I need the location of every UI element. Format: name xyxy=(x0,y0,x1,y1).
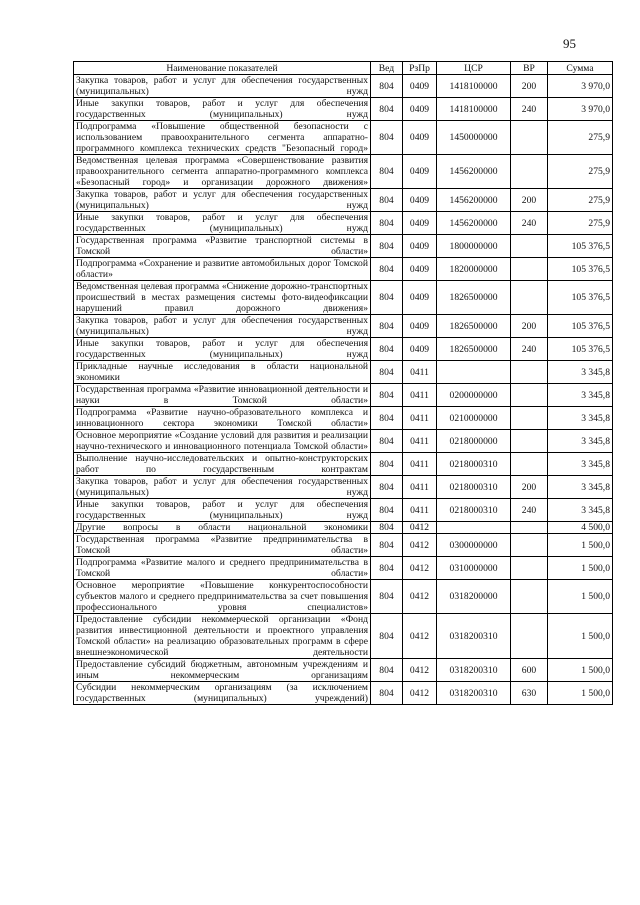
row-rzpr: 0412 xyxy=(403,614,437,659)
table-header-row xyxy=(74,62,613,75)
row-csr: 0318200310 xyxy=(437,682,511,705)
row-ved: 804 xyxy=(371,189,403,212)
row-sum: 3 345,8 xyxy=(548,361,613,384)
row-sum: 4 500,0 xyxy=(548,522,613,534)
table-row xyxy=(74,453,613,476)
row-vr xyxy=(511,361,548,384)
row-name: Другие вопросы в области национальной экономики xyxy=(74,522,371,534)
row-vr xyxy=(511,453,548,476)
row-sum: 1 500,0 xyxy=(548,557,613,580)
row-name: Подпрограмма «Развитие малого и среднего предпринимательства в Томской области» xyxy=(74,557,371,580)
row-csr: 1456200000 xyxy=(437,189,511,212)
row-sum: 1 500,0 xyxy=(548,659,613,682)
row-csr: 1456200000 xyxy=(437,212,511,235)
row-name: Закупка товаров, работ и услуг для обеспечения государственных (муниципальных) нужд xyxy=(74,476,371,499)
row-csr: 0310000000 xyxy=(437,557,511,580)
row-vr: 200 xyxy=(511,189,548,212)
row-vr: 240 xyxy=(511,499,548,522)
table-row xyxy=(74,75,613,98)
row-name: Предоставление субсидий бюджетным, автономным учреждениям и иным некоммерческим организациям xyxy=(74,659,371,682)
row-name: Закупка товаров, работ и услуг для обеспечения государственных (муниципальных) нужд xyxy=(74,315,371,338)
row-ved: 804 xyxy=(371,476,403,499)
table-row xyxy=(74,407,613,430)
row-name: Субсидии некоммерческим организациям (за исключением государственных (муниципальных) учреждений) xyxy=(74,682,371,705)
row-vr xyxy=(511,522,548,534)
row-sum: 3 345,8 xyxy=(548,476,613,499)
row-ved: 804 xyxy=(371,212,403,235)
row-csr: 1418100000 xyxy=(437,75,511,98)
row-name: Иные закупки товаров, работ и услуг для обеспечения государственных (муниципальных) нужд xyxy=(74,338,371,361)
row-vr xyxy=(511,534,548,557)
row-rzpr: 0409 xyxy=(403,338,437,361)
row-name: Предоставление субсидии некоммерческой организации «Фонд развития инвестиционной деятельности и проектного управления Томской области» на реализацию образовательных программ в сфере внешнеэкономической деятельности xyxy=(74,614,371,659)
row-csr xyxy=(437,522,511,534)
row-csr: 0318200000 xyxy=(437,580,511,614)
row-csr xyxy=(437,361,511,384)
row-rzpr: 0409 xyxy=(403,155,437,189)
row-ved: 804 xyxy=(371,580,403,614)
table-row xyxy=(74,315,613,338)
row-vr xyxy=(511,258,548,281)
table-row xyxy=(74,614,613,659)
row-vr: 600 xyxy=(511,659,548,682)
row-ved: 804 xyxy=(371,499,403,522)
row-ved: 804 xyxy=(371,361,403,384)
row-rzpr: 0409 xyxy=(403,258,437,281)
row-rzpr: 0412 xyxy=(403,659,437,682)
row-ved: 804 xyxy=(371,258,403,281)
row-vr: 200 xyxy=(511,315,548,338)
row-rzpr: 0412 xyxy=(403,522,437,534)
row-ved: 804 xyxy=(371,75,403,98)
page-number: 95 xyxy=(563,36,576,51)
row-csr: 0218000000 xyxy=(437,430,511,453)
row-ved: 804 xyxy=(371,659,403,682)
row-sum: 105 376,5 xyxy=(548,338,613,361)
row-vr xyxy=(511,407,548,430)
row-ved: 804 xyxy=(371,557,403,580)
row-sum: 3 345,8 xyxy=(548,430,613,453)
row-name: Иные закупки товаров, работ и услуг для обеспечения государственных (муниципальных) нужд xyxy=(74,499,371,522)
row-rzpr: 0409 xyxy=(403,235,437,258)
row-csr: 0218000310 xyxy=(437,453,511,476)
row-vr: 240 xyxy=(511,212,548,235)
header-name: Наименование показателей xyxy=(74,62,371,75)
row-vr xyxy=(511,235,548,258)
row-ved: 804 xyxy=(371,453,403,476)
table-row xyxy=(74,235,613,258)
row-vr: 200 xyxy=(511,476,548,499)
row-csr: 0200000000 xyxy=(437,384,511,407)
row-sum: 105 376,5 xyxy=(548,258,613,281)
row-name: Государственная программа «Развитие инновационной деятельности и науки в Томской области» xyxy=(74,384,371,407)
row-ved: 804 xyxy=(371,522,403,534)
row-name: Ведомственная целевая программа «Снижение дорожно-транспортных происшествий в местах размещения системы фото-видеофиксации нарушений правил дорожного движения» xyxy=(74,281,371,315)
row-ved: 804 xyxy=(371,614,403,659)
table-row xyxy=(74,281,613,315)
row-csr: 0318200310 xyxy=(437,614,511,659)
row-rzpr: 0411 xyxy=(403,453,437,476)
row-name: Подпрограмма «Развитие научно-образовательного комплекса и инновационного сектора экономики Томской области» xyxy=(74,407,371,430)
row-csr: 1456200000 xyxy=(437,155,511,189)
row-name: Государственная программа «Развитие транспортной системы в Томской области» xyxy=(74,235,371,258)
table-row xyxy=(74,499,613,522)
row-ved: 804 xyxy=(371,121,403,155)
row-csr: 0218000310 xyxy=(437,476,511,499)
row-rzpr: 0409 xyxy=(403,189,437,212)
row-csr: 1826500000 xyxy=(437,281,511,315)
row-vr xyxy=(511,121,548,155)
row-ved: 804 xyxy=(371,534,403,557)
row-csr: 0210000000 xyxy=(437,407,511,430)
table-row xyxy=(74,338,613,361)
row-vr xyxy=(511,384,548,407)
row-name: Закупка товаров, работ и услуг для обеспечения государственных (муниципальных) нужд xyxy=(74,75,371,98)
row-rzpr: 0409 xyxy=(403,98,437,121)
row-name: Иные закупки товаров, работ и услуг для обеспечения государственных (муниципальных) нужд xyxy=(74,212,371,235)
table-row xyxy=(74,534,613,557)
row-sum: 105 376,5 xyxy=(548,315,613,338)
table-row xyxy=(74,361,613,384)
row-sum: 105 376,5 xyxy=(548,281,613,315)
budget-table xyxy=(73,61,613,705)
row-sum: 105 376,5 xyxy=(548,235,613,258)
row-rzpr: 0412 xyxy=(403,557,437,580)
row-ved: 804 xyxy=(371,155,403,189)
row-vr: 240 xyxy=(511,98,548,121)
row-vr: 630 xyxy=(511,682,548,705)
table-row xyxy=(74,659,613,682)
row-csr: 1826500000 xyxy=(437,315,511,338)
row-sum: 275,9 xyxy=(548,189,613,212)
row-csr: 1826500000 xyxy=(437,338,511,361)
row-rzpr: 0411 xyxy=(403,499,437,522)
row-name: Государственная программа «Развитие предпринимательства в Томской области» xyxy=(74,534,371,557)
table-row xyxy=(74,522,613,534)
row-csr: 0218000310 xyxy=(437,499,511,522)
row-name: Основное мероприятие «Создание условий для развития и реализации научно-технического и инновационного потенциала Томской области» xyxy=(74,430,371,453)
row-rzpr: 0409 xyxy=(403,281,437,315)
header-rzpr: РзПр xyxy=(403,62,437,75)
header-vr: ВР xyxy=(511,62,548,75)
row-csr: 1820000000 xyxy=(437,258,511,281)
row-name: Прикладные научные исследования в области национальной экономики xyxy=(74,361,371,384)
row-name: Подпрограмма «Повышение общественной безопасности с использованием правоохранительного сегмента аппаратно-программного комплекса технических средств "Безопасный город» xyxy=(74,121,371,155)
row-rzpr: 0411 xyxy=(403,430,437,453)
row-vr xyxy=(511,580,548,614)
row-sum: 275,9 xyxy=(548,212,613,235)
row-csr: 0318200310 xyxy=(437,659,511,682)
row-sum: 275,9 xyxy=(548,121,613,155)
row-ved: 804 xyxy=(371,430,403,453)
row-sum: 1 500,0 xyxy=(548,534,613,557)
row-vr xyxy=(511,557,548,580)
row-vr xyxy=(511,281,548,315)
row-vr xyxy=(511,614,548,659)
table-row xyxy=(74,258,613,281)
row-sum: 1 500,0 xyxy=(548,580,613,614)
table-row xyxy=(74,557,613,580)
row-name: Выполнение научно-исследовательских и опытно-конструкторских работ по государственным контрактам xyxy=(74,453,371,476)
row-vr xyxy=(511,155,548,189)
row-vr: 240 xyxy=(511,338,548,361)
table-row xyxy=(74,189,613,212)
row-sum: 3 345,8 xyxy=(548,453,613,476)
row-ved: 804 xyxy=(371,98,403,121)
row-rzpr: 0411 xyxy=(403,361,437,384)
table-row xyxy=(74,212,613,235)
row-ved: 804 xyxy=(371,338,403,361)
header-csr: ЦСР xyxy=(437,62,511,75)
row-ved: 804 xyxy=(371,235,403,258)
row-sum: 3 345,8 xyxy=(548,384,613,407)
row-ved: 804 xyxy=(371,281,403,315)
row-rzpr: 0412 xyxy=(403,534,437,557)
row-sum: 1 500,0 xyxy=(548,682,613,705)
row-rzpr: 0412 xyxy=(403,580,437,614)
row-ved: 804 xyxy=(371,384,403,407)
row-sum: 3 345,8 xyxy=(548,499,613,522)
row-name: Закупка товаров, работ и услуг для обеспечения государственных (муниципальных) нужд xyxy=(74,189,371,212)
row-rzpr: 0412 xyxy=(403,682,437,705)
table-row xyxy=(74,121,613,155)
row-sum: 3 970,0 xyxy=(548,75,613,98)
row-name: Ведомственная целевая программа «Совершенствование развития правоохранительного сегмента аппаратно-программного комплекса «Безопасный город» и организации дорожного движения» xyxy=(74,155,371,189)
table-row xyxy=(74,155,613,189)
row-name: Иные закупки товаров, работ и услуг для обеспечения государственных (муниципальных) нужд xyxy=(74,98,371,121)
row-sum: 3 345,8 xyxy=(548,407,613,430)
row-ved: 804 xyxy=(371,407,403,430)
table-row xyxy=(74,430,613,453)
table-row xyxy=(74,98,613,121)
header-sum: Сумма xyxy=(548,62,613,75)
row-csr: 1418100000 xyxy=(437,98,511,121)
row-rzpr: 0409 xyxy=(403,315,437,338)
table-row xyxy=(74,580,613,614)
row-vr: 200 xyxy=(511,75,548,98)
row-rzpr: 0411 xyxy=(403,384,437,407)
row-rzpr: 0411 xyxy=(403,476,437,499)
table-row xyxy=(74,682,613,705)
row-csr: 1800000000 xyxy=(437,235,511,258)
table-row xyxy=(74,476,613,499)
row-rzpr: 0409 xyxy=(403,75,437,98)
row-name: Основное мероприятие «Повышение конкурентоспособности субъектов малого и среднего предпринимательства за счет повышения профессионального уровня специалистов» xyxy=(74,580,371,614)
row-rzpr: 0409 xyxy=(403,212,437,235)
row-csr: 1450000000 xyxy=(437,121,511,155)
row-sum: 275,9 xyxy=(548,155,613,189)
row-rzpr: 0409 xyxy=(403,121,437,155)
row-name: Подпрограмма «Сохранение и развитие автомобильных дорог Томской области» xyxy=(74,258,371,281)
row-vr xyxy=(511,430,548,453)
row-ved: 804 xyxy=(371,682,403,705)
row-rzpr: 0411 xyxy=(403,407,437,430)
row-sum: 1 500,0 xyxy=(548,614,613,659)
row-ved: 804 xyxy=(371,315,403,338)
header-ved: Вед xyxy=(371,62,403,75)
row-csr: 0300000000 xyxy=(437,534,511,557)
row-sum: 3 970,0 xyxy=(548,98,613,121)
table-row xyxy=(74,384,613,407)
